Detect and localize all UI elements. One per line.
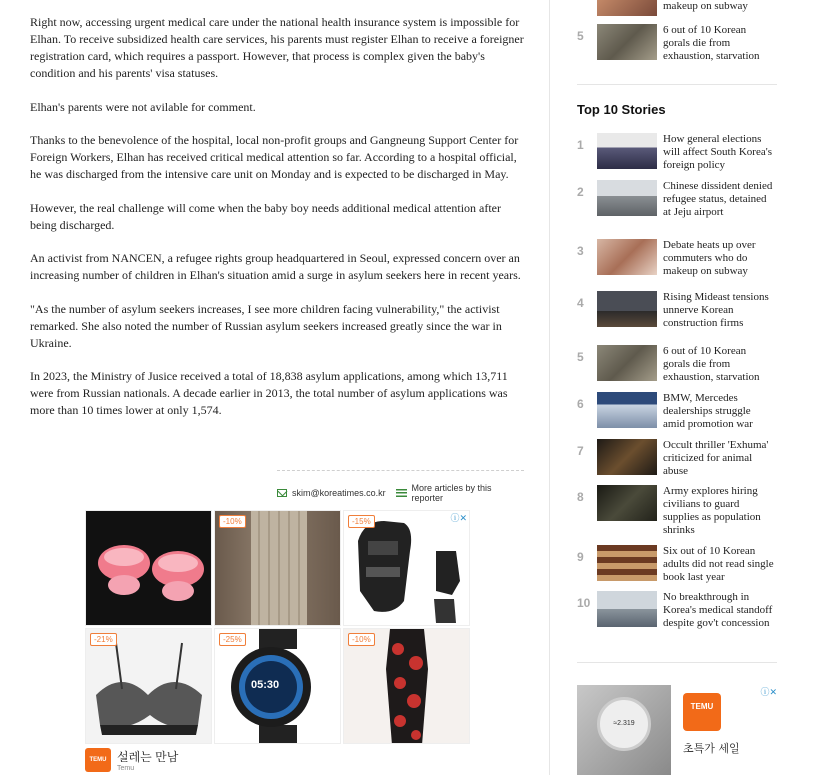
- story-headline: BMW, Mercedes dealerships struggle amid promotion war: [663, 392, 753, 430]
- ad-brand-title: 설레는 만남: [117, 750, 179, 764]
- list-icon: [396, 489, 407, 497]
- more-articles-label: More articles by this reporter: [411, 483, 492, 503]
- article-paragraph: An activist from NANCEN, a refugee rights group headquartered in Seoul, expressed concern over an increasing number of children in Elhan's situation amid a surge in asylum seekers here in recent years.: [30, 251, 521, 282]
- ad-grid[interactable]: [85, 510, 470, 746]
- story-headline: Six out of 10 Korean adults did not read single book last year: [663, 545, 774, 583]
- ad-brand-footer[interactable]: [85, 748, 178, 772]
- reporter-email: skim@koreatimes.co.kr: [292, 488, 386, 498]
- story-rank: 4: [577, 296, 584, 310]
- article-paragraph: Thanks to the benevolence of the hospital, local non-profit groups and Gangneung Support Center for Foreign Workers, Elhan has received critical medical attention so far. According to a hospital official, he was discharged from the intensive care unit on Monday and is expected to be discharged in May.: [30, 133, 519, 181]
- story-rank: 6: [577, 397, 584, 411]
- story-rank: 9: [577, 550, 584, 564]
- top-story-item[interactable]: [577, 133, 777, 173]
- more-articles-link[interactable]: [396, 483, 524, 503]
- top-story-item[interactable]: [577, 291, 777, 331]
- story-rank: 7: [577, 444, 584, 458]
- article-paragraph: Elhan's parents were not avilable for comment.: [30, 99, 256, 114]
- story-thumbnail: [597, 392, 657, 428]
- story-thumbnail: [597, 291, 657, 327]
- article-paragraph: "As the number of asylum seekers increases, I see more children facing vulnerability," the activist remarked. She also noted the number of Russian asylum seekers increased greatly since the war in Ukraine.: [30, 301, 502, 350]
- story-headline: Occult thriller 'Exhuma' criticized for animal abuse: [663, 439, 769, 477]
- top-story-item[interactable]: [577, 180, 777, 220]
- ad-product-lace-bra[interactable]: [85, 628, 212, 744]
- story-thumbnail: [597, 239, 657, 275]
- story-thumbnail: [597, 485, 657, 521]
- sidebar-ad[interactable]: [577, 685, 777, 775]
- story-rank: 1: [577, 138, 584, 152]
- discount-badge: -15%: [348, 515, 375, 528]
- ad-product-knit-dress[interactable]: [214, 510, 341, 626]
- knit-dress-image: [215, 511, 341, 626]
- story-rank: 5: [577, 350, 584, 364]
- top-story-item[interactable]: [577, 392, 777, 432]
- top-stories-heading: Top 10 Stories: [577, 102, 666, 117]
- article-paragraph: Right now, accessing urgent medical care under the national health insurance system is impossible for Elhan. To receive subsidized health care services, his parents must register Elhan to receive a foreigner registration card, which requires a passport. However, that process is complex given the baby's condition and his parents' visa statuses.: [30, 15, 524, 80]
- story-rank: 2: [577, 185, 584, 199]
- discount-badge: -10%: [348, 633, 375, 646]
- gloves-image: [344, 511, 470, 626]
- pink-pads-image: [86, 511, 212, 626]
- article-paragraph: In 2023, the Ministry of Jusice received a total of 18,838 asylum applications, among which 13,711 were from Russian nationals. A decade earlier in 2013, the total number of asylum applications was more than 10 times lower at only 1,574.: [30, 369, 508, 417]
- watch-time: 05:30: [251, 679, 280, 691]
- floral-dress-image: [344, 629, 470, 744]
- article-body: [30, 14, 524, 436]
- story-thumbnail: [597, 133, 657, 169]
- top-story-item[interactable]: [577, 239, 777, 279]
- ad-brand-sub: Temu: [117, 765, 135, 772]
- lace-bra-image: [86, 629, 212, 744]
- ad-choices-icon[interactable]: ⓘ✕: [450, 513, 467, 523]
- story-headline: Rising Mideast tensions unnerve Korean construction firms: [663, 291, 769, 329]
- story-thumbnail: [597, 591, 657, 627]
- column-divider: [549, 0, 550, 775]
- temu-logo: TEMU: [85, 748, 111, 772]
- story-headline: Debate heats up over commuters who do makeup on subway: [663, 239, 756, 277]
- story-rank: 8: [577, 490, 584, 504]
- discount-badge: -21%: [90, 633, 117, 646]
- ad-product-gloves[interactable]: [343, 510, 470, 626]
- sidebar-ad-title: 초특가 세일: [683, 742, 740, 755]
- story-rank: 3: [577, 244, 584, 258]
- story-rank: 5: [577, 29, 584, 43]
- ad-product-silicone-pads[interactable]: [85, 510, 212, 626]
- discount-badge: -10%: [219, 515, 246, 528]
- ad-product-smartwatch[interactable]: [214, 628, 341, 744]
- story-rank: 10: [577, 596, 591, 610]
- story-headline: makeup on subway: [663, 0, 748, 12]
- top-story-item[interactable]: [577, 485, 777, 536]
- story-thumbnail: [597, 439, 657, 475]
- discount-badge: -25%: [219, 633, 246, 646]
- reporter-email-link[interactable]: [277, 488, 386, 498]
- story-headline: 6 out of 10 Korean gorals die from exhaustion, starvation: [663, 345, 760, 383]
- story-thumbnail: [597, 0, 657, 16]
- story-thumbnail: [597, 345, 657, 381]
- story-headline: Army explores hiring civilians to guard supplies as population shrinks: [663, 485, 761, 536]
- reporter-bar: [277, 470, 524, 503]
- sidebar-ad-dial: ≈2.319: [597, 697, 651, 751]
- temu-logo: TEMU: [683, 693, 721, 731]
- top-story-item[interactable]: [577, 345, 777, 385]
- sidebar-story-partial[interactable]: [577, 24, 777, 64]
- sidebar-separator: [577, 662, 777, 663]
- top-story-item[interactable]: [577, 545, 777, 585]
- story-headline: How general elections will affect South Korea's foreign policy: [663, 133, 773, 171]
- article-paragraph: However, the real challenge will come when the baby boy needs additional medical attention after being discharged.: [30, 200, 502, 232]
- story-thumbnail: [597, 24, 657, 60]
- ad-choices-icon[interactable]: ⓘ✕: [760, 687, 777, 697]
- mail-icon: [277, 489, 287, 497]
- top-story-item[interactable]: [577, 591, 777, 631]
- sidebar-separator: [577, 84, 777, 85]
- story-thumbnail: [597, 180, 657, 216]
- story-headline: 6 out of 10 Korean gorals die from exhaustion, starvation: [663, 24, 760, 62]
- ad-product-floral-dress[interactable]: [343, 628, 470, 744]
- top-story-item[interactable]: [577, 439, 777, 479]
- story-headline: Chinese dissident denied refugee status, detained at Jeju airport: [663, 180, 773, 218]
- story-thumbnail: [597, 545, 657, 581]
- story-headline: No breakthrough in Korea's medical standoff despite gov't concession: [663, 591, 773, 629]
